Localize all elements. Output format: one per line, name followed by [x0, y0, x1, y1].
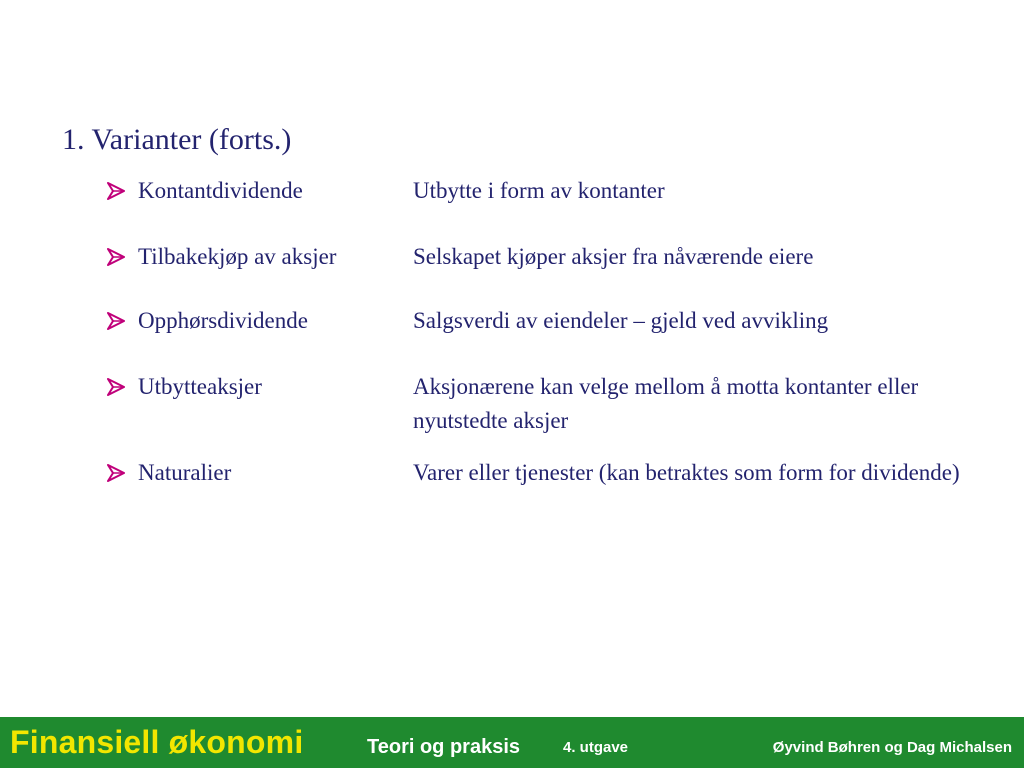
- book-title: Finansiell økonomi: [10, 724, 304, 760]
- footer-bar: [0, 717, 1024, 768]
- item-term: Naturalier: [138, 460, 232, 485]
- book-authors: Øyvind Bøhren og Dag Michalsen: [772, 739, 1012, 756]
- item-term: Kontantdividende: [138, 178, 303, 203]
- item-description: Utbytte i form av kontanter: [413, 178, 665, 203]
- book-edition: 4. utgave: [563, 739, 629, 756]
- item-description: Aksjonærene kan velge mellom å motta kontanter eller nyutstedte aksjer: [413, 374, 919, 433]
- slide-title: 1. Varianter (forts.): [62, 123, 292, 156]
- item-term: Opphørsdividende: [138, 308, 308, 333]
- arrow-bullet-icon: [106, 240, 128, 274]
- item-description: Selskapet kjøper aksjer fra nåværende eiere: [413, 244, 814, 269]
- arrow-bullet-icon: [106, 304, 128, 338]
- item-term: Tilbakekjøp av aksjer: [138, 244, 337, 269]
- item-description: Varer eller tjenester (kan betraktes som form for dividende): [413, 460, 960, 485]
- arrow-bullet-icon: [106, 456, 128, 490]
- arrow-bullet-icon: [106, 174, 128, 208]
- item-term: Utbytteaksjer: [138, 374, 262, 399]
- book-subtitle: Teori og praksis: [367, 736, 521, 758]
- arrow-bullet-icon: [106, 370, 128, 404]
- item-description: Salgsverdi av eiendeler – gjeld ved avvikling: [413, 308, 829, 333]
